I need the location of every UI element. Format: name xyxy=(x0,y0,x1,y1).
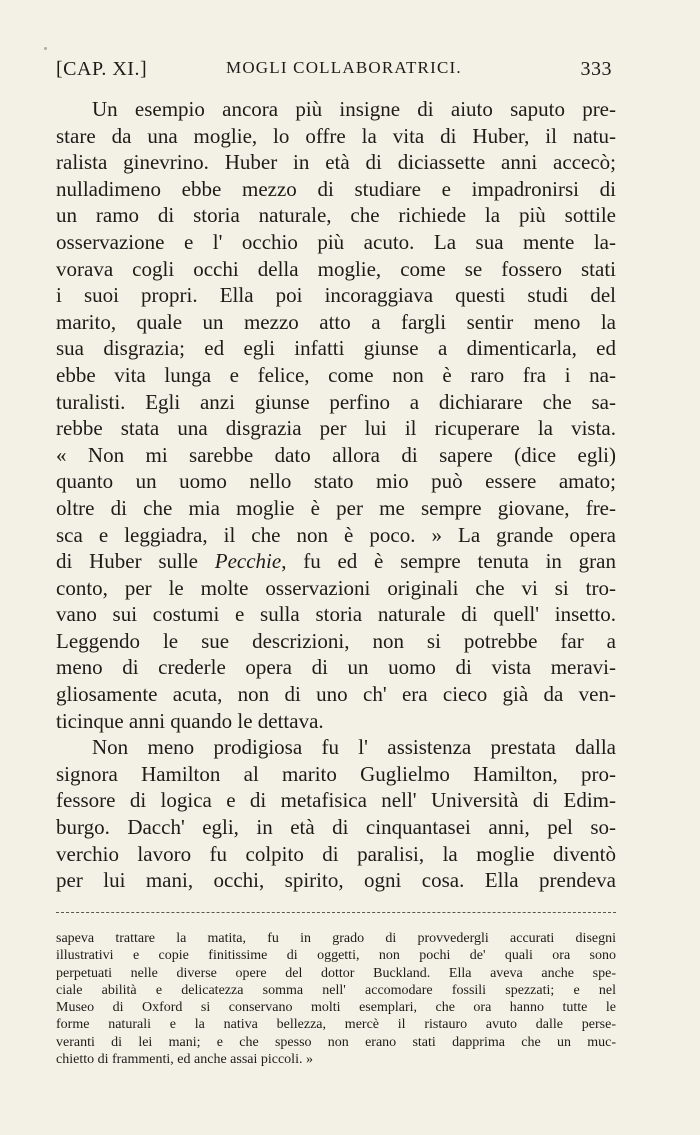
text-line: Non meno prodigiosa fu l' assistenza prestata dalla xyxy=(92,735,616,760)
text-line: turalisti. Egli anzi giunse perfino a dichiarare che sa- xyxy=(56,389,616,414)
text-segment: di Huber sulle xyxy=(56,549,215,574)
footnote-line: ciale abilità e delicatezza somma nell' accomodare fossili spezzati; e nel xyxy=(56,982,616,998)
footnote-line: forme naturali e la nativa bellezza, mercè il ristauro avuto dalle perse- xyxy=(56,1017,616,1033)
running-header xyxy=(56,58,612,84)
chapter-label: [CAP. XI.] xyxy=(56,58,148,80)
chapter-title: MOGLI COLLABORATRICI. xyxy=(226,58,462,77)
text-line: un ramo di storia naturale, che richiede la più sottile xyxy=(56,203,616,228)
text-line: « Non mi sarebbe dato allora di sapere (dice egli) xyxy=(56,442,616,467)
text-line: osservazione e l' occhio più acuto. La sua mente la- xyxy=(56,229,616,254)
text-line: ralista ginevrino. Huber in età di diciassette anni accecò; xyxy=(56,150,616,175)
text-line: Un esempio ancora più insigne di aiuto saputo pre- xyxy=(92,97,616,121)
paper-speck xyxy=(44,47,47,50)
footnote-line: Museo di Oxford si conservano molti esemplari, che ora hanno tutte le xyxy=(56,1000,616,1016)
footnote-line: veranti di lei mani; e che spesso non erano stati dapprima che un muc- xyxy=(56,1034,616,1050)
text-line: ebbe vita lunga e felice, come non è raro fra i na- xyxy=(56,362,616,387)
footnote xyxy=(56,930,616,1068)
text-line: vorava cogli occhi della moglie, come se fossero stati xyxy=(56,256,616,281)
text-line: signora Hamilton al marito Guglielmo Hamilton, pro- xyxy=(56,761,616,786)
text-line: marito, quale un mezzo atto a fargli sentir meno la xyxy=(56,309,616,334)
footnote-line: perpetuati nelle diverse opere del dottor Buckland. Ella aveva anche spe- xyxy=(56,965,616,981)
text-line: vano sui costumi e sulla storia naturale di quell' insetto. xyxy=(56,602,616,627)
text-line: sca e leggiadra, il che non è poco. » La grande opera xyxy=(56,522,616,547)
footnote-line: illustrativi e copie finitissime di oggetti, non pochi de' quali ora sono xyxy=(56,948,616,964)
text-line: stare da una moglie, lo offre la vita di Huber, il natu- xyxy=(56,123,616,148)
text-line: i suoi propri. Ella poi incoraggiava questi studi del xyxy=(56,283,616,308)
text-line: burgo. Dacch' egli, in età di cinquantasei anni, pel so- xyxy=(56,815,616,840)
text-segment: , fu ed è sempre tenuta in gran xyxy=(281,549,616,574)
text-line: gliosamente acuta, non di uno ch' era cieco già da ven- xyxy=(56,682,616,707)
footnote-line: chietto di frammenti, ed anche assai piccoli. » xyxy=(56,1052,313,1068)
text-line: rebbe stata una disgrazia per lui il ricuperare la vista. xyxy=(56,416,616,441)
book-title-italic: Pecchie xyxy=(214,549,282,574)
text-line: quanto un uomo nello stato mio può essere amato; xyxy=(56,469,616,494)
text-line: oltre di che mia moglie è per me sempre giovane, fre- xyxy=(56,495,616,520)
text-line: per lui mani, occhi, spirito, ogni cosa. Ella prendeva xyxy=(56,868,616,893)
text-line: conto, per le molte osservazioni originali che vi si tro- xyxy=(56,575,616,600)
text-line: sua disgrazia; ed egli infatti giunse a dimenticarla, ed xyxy=(56,336,616,361)
text-line: fessore di logica e di metafisica nell' Università di Edim- xyxy=(56,788,616,813)
text-line-with-italic xyxy=(56,548,616,575)
text-line: meno di crederle opera di un uomo di vista meravi- xyxy=(56,655,616,680)
text-line: nulladimeno ebbe mezzo di studiare e impadronirsi di xyxy=(56,176,616,201)
text-line: Leggendo le sue descrizioni, non si potrebbe far a xyxy=(56,628,616,653)
body-text xyxy=(56,96,616,894)
footnote-divider xyxy=(56,912,616,913)
page-number: 333 xyxy=(580,58,612,80)
footnote-line: sapeva trattare la matita, fu in grado di provvedergli accurati disegni xyxy=(56,931,616,946)
text-line: verchio lavoro fu colpito di paralisi, la moglie diventò xyxy=(56,841,616,866)
text-line: ticinque anni quando le dettava. xyxy=(56,708,324,733)
